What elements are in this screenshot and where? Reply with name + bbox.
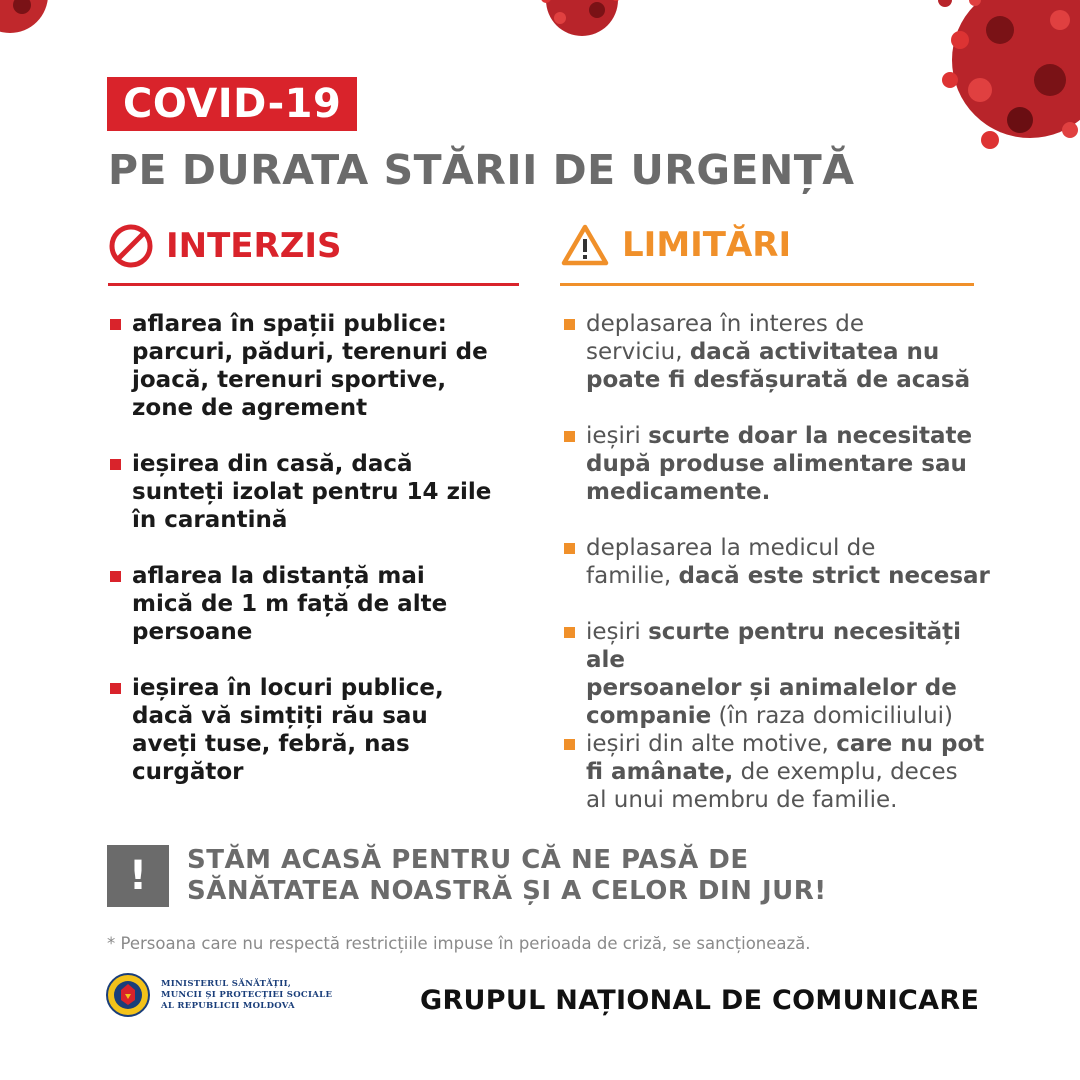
ministry-logo-block: [105, 972, 332, 1018]
emphasis-text: persoanelor și animalelor de: [586, 675, 957, 701]
forbidden-item: [110, 450, 491, 534]
forbidden-item-line: aflarea în spații publice:: [132, 311, 447, 337]
regular-text: ieșiri: [586, 423, 649, 449]
bullet-square: [564, 543, 575, 554]
emphasis-text: după produse alimentare sau: [586, 451, 967, 477]
ministry-name-line-2: MUNCII ȘI PROTECȚIEI SOCIALE: [161, 989, 333, 1000]
forbidden-item-line: sunteți izolat pentru 14 zile: [132, 479, 492, 505]
ministry-name-line-1: MINISTERUL SĂNĂTĂȚII,: [161, 978, 292, 989]
limit-item: [564, 534, 990, 590]
limit-item-line: [586, 702, 994, 730]
bullet-square: [110, 319, 121, 330]
page-title: PE DURATA STĂRII DE URGENȚĂ: [108, 146, 855, 194]
emphasis-text: companie: [586, 703, 712, 729]
regular-text: de exemplu, deces: [733, 759, 958, 785]
limits-heading: [560, 223, 791, 267]
limit-item-line: [586, 478, 972, 506]
ministry-name-line-3: AL REPUBLICII MOLDOVA: [161, 1000, 295, 1011]
stay-home-line-2: SĂNĂTATEA NOASTRĂ ȘI A CELOR DIN JUR!: [187, 876, 827, 906]
regular-text: deplasarea în interes de: [586, 311, 864, 337]
regular-text: ieșiri: [586, 619, 649, 645]
emphasis-text: fi amânate,: [586, 759, 734, 785]
emphasis-text: medicamente.: [586, 479, 771, 505]
moldova-coat-of-arms-icon: [105, 972, 151, 1018]
emphasis-text: dacă activitatea nu: [689, 339, 940, 365]
limit-item-line: [586, 450, 972, 478]
regular-text: familie,: [586, 563, 679, 589]
virus-illustration-top-center: [532, 0, 632, 50]
forbidden-item-line: ieșirea în locuri publice,: [132, 675, 444, 701]
limit-item-line: [586, 534, 990, 562]
limit-item-line: [586, 758, 984, 786]
prohibited-icon: [108, 223, 154, 269]
emphasis-text: poate fi desfășurată de acasă: [586, 367, 971, 393]
limit-item-line: [586, 422, 972, 450]
grupul-national-label: GRUPUL NAȚIONAL DE COMUNICARE: [420, 985, 980, 1016]
bullet-square: [564, 431, 575, 442]
forbidden-item-line: aveți tuse, febră, nas: [132, 731, 410, 757]
limit-item-line: [586, 730, 984, 758]
regular-text: ieșiri din alte motive,: [586, 731, 837, 757]
forbidden-item-line: joacă, terenuri sportive,: [132, 367, 447, 393]
stay-home-message: [187, 845, 827, 907]
forbidden-item-line: ieșirea din casă, dacă: [132, 451, 413, 477]
forbidden-item-line: în carantină: [132, 507, 288, 533]
sanction-footnote: * Persoana care nu respectă restricțiile impuse în perioada de criză, se sancționează.: [107, 934, 811, 953]
stay-home-line-1: STĂM ACASĂ PENTRU CĂ NE PASĂ DE: [187, 845, 749, 875]
forbidden-item-line: parcuri, păduri, terenuri de: [132, 339, 488, 365]
emphasis-text: scurte doar la necesitate: [648, 423, 973, 449]
regular-text: (în raza domiciliului): [711, 703, 954, 729]
limit-item-line: [586, 786, 984, 814]
emphasis-text: scurte pentru necesități ale: [586, 619, 962, 673]
limits-divider: [560, 283, 974, 286]
regular-text: al unui membru de familie.: [586, 787, 898, 813]
forbidden-title: INTERZIS: [166, 226, 342, 266]
limit-item: [564, 730, 984, 814]
limit-item-line: [586, 338, 970, 366]
forbidden-item: [110, 674, 444, 786]
bullet-square: [564, 739, 575, 750]
bullet-square: [564, 319, 575, 330]
emphasis-text: care nu pot: [836, 731, 985, 757]
regular-text: deplasarea la medicul de: [586, 535, 876, 561]
limit-item: [564, 310, 970, 394]
bullet-square: [564, 627, 575, 638]
limit-item-line: [586, 674, 994, 702]
forbidden-item-line: aflarea la distanță mai: [132, 563, 425, 589]
forbidden-divider: [108, 283, 519, 286]
forbidden-item: [110, 562, 447, 646]
forbidden-heading: [108, 223, 342, 269]
virus-illustration-top-right: [920, 0, 1080, 170]
limit-item-line: [586, 562, 990, 590]
virus-illustration-top-left: [0, 0, 70, 50]
forbidden-item-line: dacă vă simțiți rău sau: [132, 703, 428, 729]
exclamation-icon: !: [107, 845, 169, 907]
limit-item-line: [586, 366, 970, 394]
forbidden-item-line: curgător: [132, 759, 244, 785]
limits-title: LIMITĂRI: [622, 225, 792, 265]
forbidden-item-line: zone de agrement: [132, 395, 368, 421]
covid-badge: COVID-19: [107, 77, 357, 131]
bullet-square: [110, 459, 121, 470]
forbidden-item-line: persoane: [132, 619, 253, 645]
limit-item-line: [586, 618, 994, 674]
limit-item: [564, 422, 972, 506]
limit-item: [564, 618, 994, 730]
emphasis-text: dacă este strict necesar: [678, 563, 990, 589]
bullet-square: [110, 571, 121, 582]
forbidden-item-line: mică de 1 m față de alte: [132, 591, 448, 617]
forbidden-item: [110, 310, 488, 422]
warning-icon: [560, 223, 610, 267]
regular-text: serviciu,: [586, 339, 690, 365]
bullet-square: [110, 683, 121, 694]
limit-item-line: [586, 310, 970, 338]
